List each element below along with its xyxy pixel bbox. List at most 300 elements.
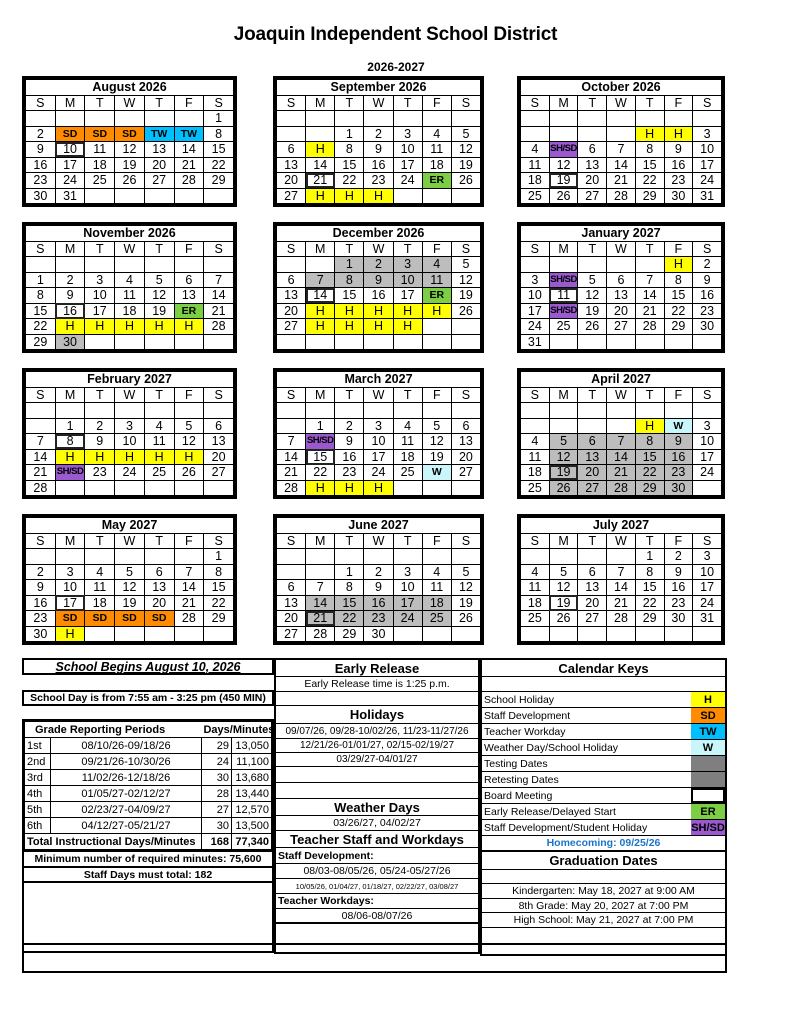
day-cell: H	[115, 319, 145, 335]
day-cell: 5	[549, 434, 578, 450]
weekday-label: W	[607, 387, 636, 403]
key-label: Early Release/Delayed Start	[484, 805, 616, 818]
empty-cell	[204, 626, 234, 642]
day-cell: 19	[144, 303, 174, 319]
day-cell: 8	[664, 272, 693, 288]
day-cell: 31	[521, 334, 550, 350]
day-cell: 3	[521, 272, 550, 288]
day-cell: 22	[306, 465, 335, 481]
day-cell: 20	[144, 157, 174, 173]
holidays-title: Holidays	[276, 706, 478, 724]
day-cell: 7	[174, 564, 204, 580]
day-cell: 23	[364, 611, 393, 627]
empty-cell	[607, 334, 636, 350]
empty-cell	[55, 403, 85, 419]
day-cell: 5	[451, 257, 480, 273]
weekday-label: F	[422, 241, 451, 257]
day-cell: H	[55, 449, 85, 465]
weekday-label: M	[549, 241, 578, 257]
empty-cell	[422, 626, 451, 642]
day-cell: 20	[277, 303, 306, 319]
weekday-label: T	[393, 387, 422, 403]
weekday-label: S	[521, 95, 550, 111]
empty-cell	[664, 626, 693, 642]
month-title: October 2026	[521, 80, 722, 96]
empty-cell	[277, 549, 306, 565]
day-cell: 1	[204, 111, 234, 127]
weekday-label: T	[144, 95, 174, 111]
day-cell: 8	[335, 272, 364, 288]
day-cell: 24	[364, 465, 393, 481]
empty-cell	[115, 403, 145, 419]
day-cell: 22	[204, 157, 234, 173]
empty-cell	[55, 480, 85, 496]
day-cell: 21	[607, 173, 636, 189]
day-cell: 22	[335, 173, 364, 189]
day-cell: 12	[549, 580, 578, 596]
weekday-label: T	[578, 95, 607, 111]
empty-cell	[607, 126, 636, 142]
month-title: June 2027	[277, 518, 481, 534]
day-cell: H	[664, 257, 693, 273]
day-cell: 20	[204, 449, 234, 465]
empty-cell	[635, 626, 664, 642]
empty-cell	[549, 626, 578, 642]
day-cell: 5	[578, 272, 607, 288]
day-cell: 15	[204, 142, 234, 158]
empty-cell	[549, 111, 578, 127]
day-cell: 7	[306, 580, 335, 596]
school-day-box	[22, 690, 274, 706]
day-cell: 9	[85, 434, 115, 450]
day-cell: 23	[26, 173, 56, 189]
day-cell: 1	[55, 418, 85, 434]
empty-cell	[277, 564, 306, 580]
day-cell: 23	[335, 465, 364, 481]
day-cell: 4	[393, 418, 422, 434]
day-cell: 22	[26, 319, 56, 335]
empty-cell	[335, 334, 364, 350]
day-cell: 12	[451, 580, 480, 596]
weekday-label: F	[664, 387, 693, 403]
weekday-label: S	[26, 387, 56, 403]
empty-cell	[578, 111, 607, 127]
day-cell: 2	[364, 257, 393, 273]
grading-row	[25, 818, 272, 834]
day-cell: 14	[174, 142, 204, 158]
day-cell: 8	[635, 434, 664, 450]
empty-cell	[115, 188, 145, 204]
grading-period: 6th	[25, 818, 51, 834]
grading-row	[25, 802, 272, 818]
month-title: August 2026	[26, 80, 234, 96]
day-cell: 13	[277, 157, 306, 173]
day-cell: 27	[144, 173, 174, 189]
day-cell: 26	[174, 465, 204, 481]
day-cell: 4	[422, 564, 451, 580]
left-panel	[22, 658, 274, 953]
empty-cell	[85, 257, 115, 273]
grading-period: 1st	[25, 738, 51, 754]
day-cell: 10	[693, 434, 722, 450]
empty-cell	[115, 334, 145, 350]
day-cell: 14	[174, 580, 204, 596]
empty-cell	[451, 188, 480, 204]
empty-cell	[306, 564, 335, 580]
day-cell: H	[144, 319, 174, 335]
day-cell: 3	[364, 418, 393, 434]
empty-cell	[26, 549, 56, 565]
day-cell: 9	[335, 434, 364, 450]
day-cell: 21	[204, 303, 234, 319]
empty-cell	[393, 188, 422, 204]
month-calendar	[22, 76, 237, 207]
day-cell: 9	[693, 272, 722, 288]
day-cell: 27	[578, 188, 607, 204]
day-cell: SD	[85, 611, 115, 627]
day-cell: 10	[393, 580, 422, 596]
empty-cell	[693, 403, 722, 419]
total-label: Total Instructional Days/Minutes	[25, 834, 202, 850]
weekday-label: M	[55, 387, 85, 403]
holidays-line-2: 12/21/26-01/01/27, 02/15-02/19/27	[276, 739, 478, 753]
weekday-label: T	[85, 533, 115, 549]
day-cell: 16	[335, 449, 364, 465]
empty-cell	[85, 480, 115, 496]
key-label: Staff Development	[484, 709, 571, 722]
day-cell: 5	[115, 564, 145, 580]
day-cell: 30	[664, 611, 693, 627]
month-calendar	[517, 514, 725, 645]
weekday-label: T	[635, 533, 664, 549]
grading-days: 24	[201, 754, 231, 770]
empty-cell	[422, 480, 451, 496]
weekday-label: T	[578, 241, 607, 257]
grading-days: 30	[201, 770, 231, 786]
empty-cell	[664, 334, 693, 350]
weekday-label: T	[578, 387, 607, 403]
day-cell: H	[364, 480, 393, 496]
day-cell: 30	[664, 188, 693, 204]
empty-cell	[144, 626, 174, 642]
weekday-label: W	[364, 533, 393, 549]
day-cell: 4	[521, 434, 550, 450]
day-cell: 22	[335, 611, 364, 627]
day-cell: 23	[364, 173, 393, 189]
empty-cell	[174, 111, 204, 127]
day-cell: 31	[55, 188, 85, 204]
calendar-key-item	[482, 820, 725, 836]
day-cell: 20	[451, 449, 480, 465]
weekday-label: T	[578, 533, 607, 549]
day-cell: W	[422, 465, 451, 481]
empty-cell	[204, 480, 234, 496]
empty-cell	[549, 549, 578, 565]
day-cell: 9	[664, 564, 693, 580]
day-cell: 19	[422, 449, 451, 465]
month-calendar	[517, 368, 725, 499]
empty-cell	[693, 480, 722, 496]
day-cell: 1	[335, 126, 364, 142]
weekday-label: M	[306, 533, 335, 549]
empty-cell	[55, 111, 85, 127]
month-calendar	[22, 368, 237, 499]
day-cell: SH/SD	[549, 303, 578, 319]
day-cell: 24	[693, 595, 722, 611]
empty-cell	[364, 111, 393, 127]
grading-periods-table	[22, 719, 274, 852]
school-begins-text: School Begins August 10, 2026	[55, 659, 241, 674]
day-cell: 11	[115, 288, 145, 304]
day-cell: H	[174, 319, 204, 335]
day-cell: 17	[393, 595, 422, 611]
day-cell: 30	[26, 188, 56, 204]
weekday-label: F	[664, 533, 693, 549]
day-cell: 12	[549, 157, 578, 173]
empty-cell	[115, 111, 145, 127]
key-swatch	[691, 772, 725, 787]
day-cell: 30	[693, 319, 722, 335]
day-cell: H	[393, 319, 422, 335]
day-cell: 30	[26, 626, 56, 642]
day-cell: 15	[306, 449, 335, 465]
day-cell: 12	[451, 272, 480, 288]
day-cell: 25	[422, 611, 451, 627]
day-cell: 2	[364, 126, 393, 142]
day-cell: 27	[277, 319, 306, 335]
weekday-label: S	[277, 387, 306, 403]
day-cell: 4	[422, 126, 451, 142]
empty-cell	[521, 403, 550, 419]
day-cell: SH/SD	[549, 272, 578, 288]
empty-cell	[174, 188, 204, 204]
weekday-label: T	[144, 241, 174, 257]
empty-cell	[26, 418, 56, 434]
day-cell: SD	[85, 126, 115, 142]
day-cell: 25	[521, 611, 550, 627]
key-label: Testing Dates	[484, 757, 548, 770]
grading-days: 27	[201, 802, 231, 818]
weekday-label: M	[306, 387, 335, 403]
day-cell: 19	[115, 595, 145, 611]
day-cell: 4	[521, 142, 550, 158]
day-cell: 11	[521, 449, 550, 465]
day-cell: 6	[578, 142, 607, 158]
empty-cell	[174, 480, 204, 496]
day-cell: H	[306, 188, 335, 204]
day-cell: H	[306, 480, 335, 496]
empty-cell	[607, 111, 636, 127]
day-cell: 8	[635, 142, 664, 158]
day-cell: 19	[115, 157, 145, 173]
empty-cell	[635, 111, 664, 127]
day-cell: 16	[693, 288, 722, 304]
day-cell: 9	[26, 142, 56, 158]
day-cell: 26	[549, 480, 578, 496]
day-cell: 28	[607, 611, 636, 627]
day-cell: 13	[451, 434, 480, 450]
empty-cell	[26, 111, 56, 127]
empty-cell	[549, 257, 578, 273]
day-cell: 11	[521, 580, 550, 596]
weekday-label: W	[115, 241, 145, 257]
day-cell: SD	[144, 611, 174, 627]
weekday-label: F	[422, 387, 451, 403]
day-cell: 19	[451, 595, 480, 611]
weekday-label: F	[422, 95, 451, 111]
empty-cell	[364, 334, 393, 350]
day-cell: 10	[55, 142, 85, 158]
empty-cell	[277, 257, 306, 273]
empty-cell	[85, 626, 115, 642]
weekday-label: S	[204, 241, 234, 257]
weekday-label: S	[693, 533, 722, 549]
day-cell: 18	[393, 449, 422, 465]
weekday-label: M	[55, 95, 85, 111]
day-cell: 1	[26, 272, 56, 288]
empty-cell	[451, 480, 480, 496]
day-cell: SH/SD	[306, 434, 335, 450]
empty-cell	[607, 549, 636, 565]
weekday-label: T	[85, 95, 115, 111]
day-cell: 20	[277, 611, 306, 627]
month-title: July 2027	[521, 518, 722, 534]
day-cell: 1	[635, 549, 664, 565]
empty-cell	[521, 418, 550, 434]
empty-cell	[115, 480, 145, 496]
weekday-label: W	[364, 95, 393, 111]
day-cell: 29	[635, 611, 664, 627]
empty-cell	[664, 403, 693, 419]
empty-cell	[607, 403, 636, 419]
key-swatch	[691, 788, 725, 803]
grading-row	[25, 738, 272, 754]
day-cell: 13	[578, 449, 607, 465]
grading-minutes: 12,570	[231, 802, 271, 818]
day-cell: 17	[393, 288, 422, 304]
day-cell: 17	[693, 157, 722, 173]
day-cell: 17	[55, 157, 85, 173]
staff-workdays-title: Teacher Staff and Workdays	[276, 831, 478, 848]
day-cell: 6	[174, 272, 204, 288]
day-cell: SH/SD	[549, 142, 578, 158]
empty-cell	[277, 126, 306, 142]
empty-cell	[144, 334, 174, 350]
day-cell: 17	[85, 303, 115, 319]
day-cell: 30	[364, 626, 393, 642]
month-title: January 2027	[521, 226, 722, 242]
blank-row	[276, 692, 478, 706]
day-cell: 1	[204, 549, 234, 565]
day-cell: 14	[306, 595, 335, 611]
month-calendar	[517, 76, 725, 207]
day-cell: 22	[204, 595, 234, 611]
day-cell: 3	[693, 126, 722, 142]
empty-cell	[85, 549, 115, 565]
day-cell: 1	[306, 418, 335, 434]
key-swatch: ER	[691, 804, 725, 819]
day-cell: SH/SD	[55, 465, 85, 481]
weekday-label: T	[635, 387, 664, 403]
grading-row	[25, 770, 272, 786]
empty-cell	[306, 257, 335, 273]
weekday-label: S	[521, 387, 550, 403]
month-calendar	[273, 222, 484, 353]
month-title: September 2026	[277, 80, 481, 96]
weekday-label: F	[174, 241, 204, 257]
empty-cell	[26, 257, 56, 273]
holidays-line-3: 03/29/27-04/01/27	[276, 753, 478, 767]
day-cell: 14	[306, 288, 335, 304]
weekday-label: W	[607, 533, 636, 549]
day-cell: 3	[393, 126, 422, 142]
empty-cell	[174, 334, 204, 350]
day-cell: 28	[174, 173, 204, 189]
day-cell: 24	[693, 173, 722, 189]
day-cell: 5	[144, 272, 174, 288]
day-cell: 29	[204, 173, 234, 189]
empty-cell	[204, 188, 234, 204]
empty-cell	[306, 126, 335, 142]
day-cell: 16	[364, 157, 393, 173]
weekday-label: F	[422, 533, 451, 549]
empty-cell	[451, 549, 480, 565]
day-cell: 2	[693, 257, 722, 273]
early-release-title: Early Release	[276, 660, 478, 677]
day-cell: ER	[174, 303, 204, 319]
day-cell: 3	[55, 564, 85, 580]
day-cell: 8	[204, 564, 234, 580]
day-cell: 8	[335, 580, 364, 596]
empty-cell	[174, 257, 204, 273]
day-cell: 18	[521, 173, 550, 189]
calendar-key-item	[482, 708, 725, 724]
day-cell: 23	[693, 303, 722, 319]
day-cell: 6	[578, 564, 607, 580]
day-cell: H	[306, 303, 335, 319]
day-cell: 1	[335, 257, 364, 273]
day-cell: 12	[144, 288, 174, 304]
day-cell: 21	[607, 465, 636, 481]
day-cell: 18	[85, 157, 115, 173]
day-cell: 17	[693, 449, 722, 465]
month-calendar	[22, 514, 237, 645]
day-cell: 10	[55, 580, 85, 596]
day-cell: 5	[451, 564, 480, 580]
day-cell: 23	[664, 465, 693, 481]
day-cell: 21	[306, 173, 335, 189]
day-cell: 29	[635, 480, 664, 496]
day-cell: SD	[115, 611, 145, 627]
weekday-label: W	[115, 95, 145, 111]
key-label: Staff Development/Student Holiday	[484, 821, 648, 834]
grading-row	[25, 786, 272, 802]
key-swatch: H	[691, 692, 725, 707]
total-days: 168	[201, 834, 231, 850]
day-cell: 6	[277, 272, 306, 288]
day-cell: 14	[635, 288, 664, 304]
school-year: 2026-2027	[367, 60, 425, 74]
key-swatch: SD	[691, 708, 725, 723]
grading-period: 4th	[25, 786, 51, 802]
day-cell: 20	[578, 595, 607, 611]
weekday-label: S	[277, 241, 306, 257]
day-cell: 26	[451, 303, 480, 319]
month-calendar	[273, 368, 484, 499]
day-cell: 18	[115, 303, 145, 319]
graduation-kindergarten: Kindergarten: May 18, 2027 at 9:00 AM	[482, 884, 725, 899]
weekday-label: S	[693, 387, 722, 403]
